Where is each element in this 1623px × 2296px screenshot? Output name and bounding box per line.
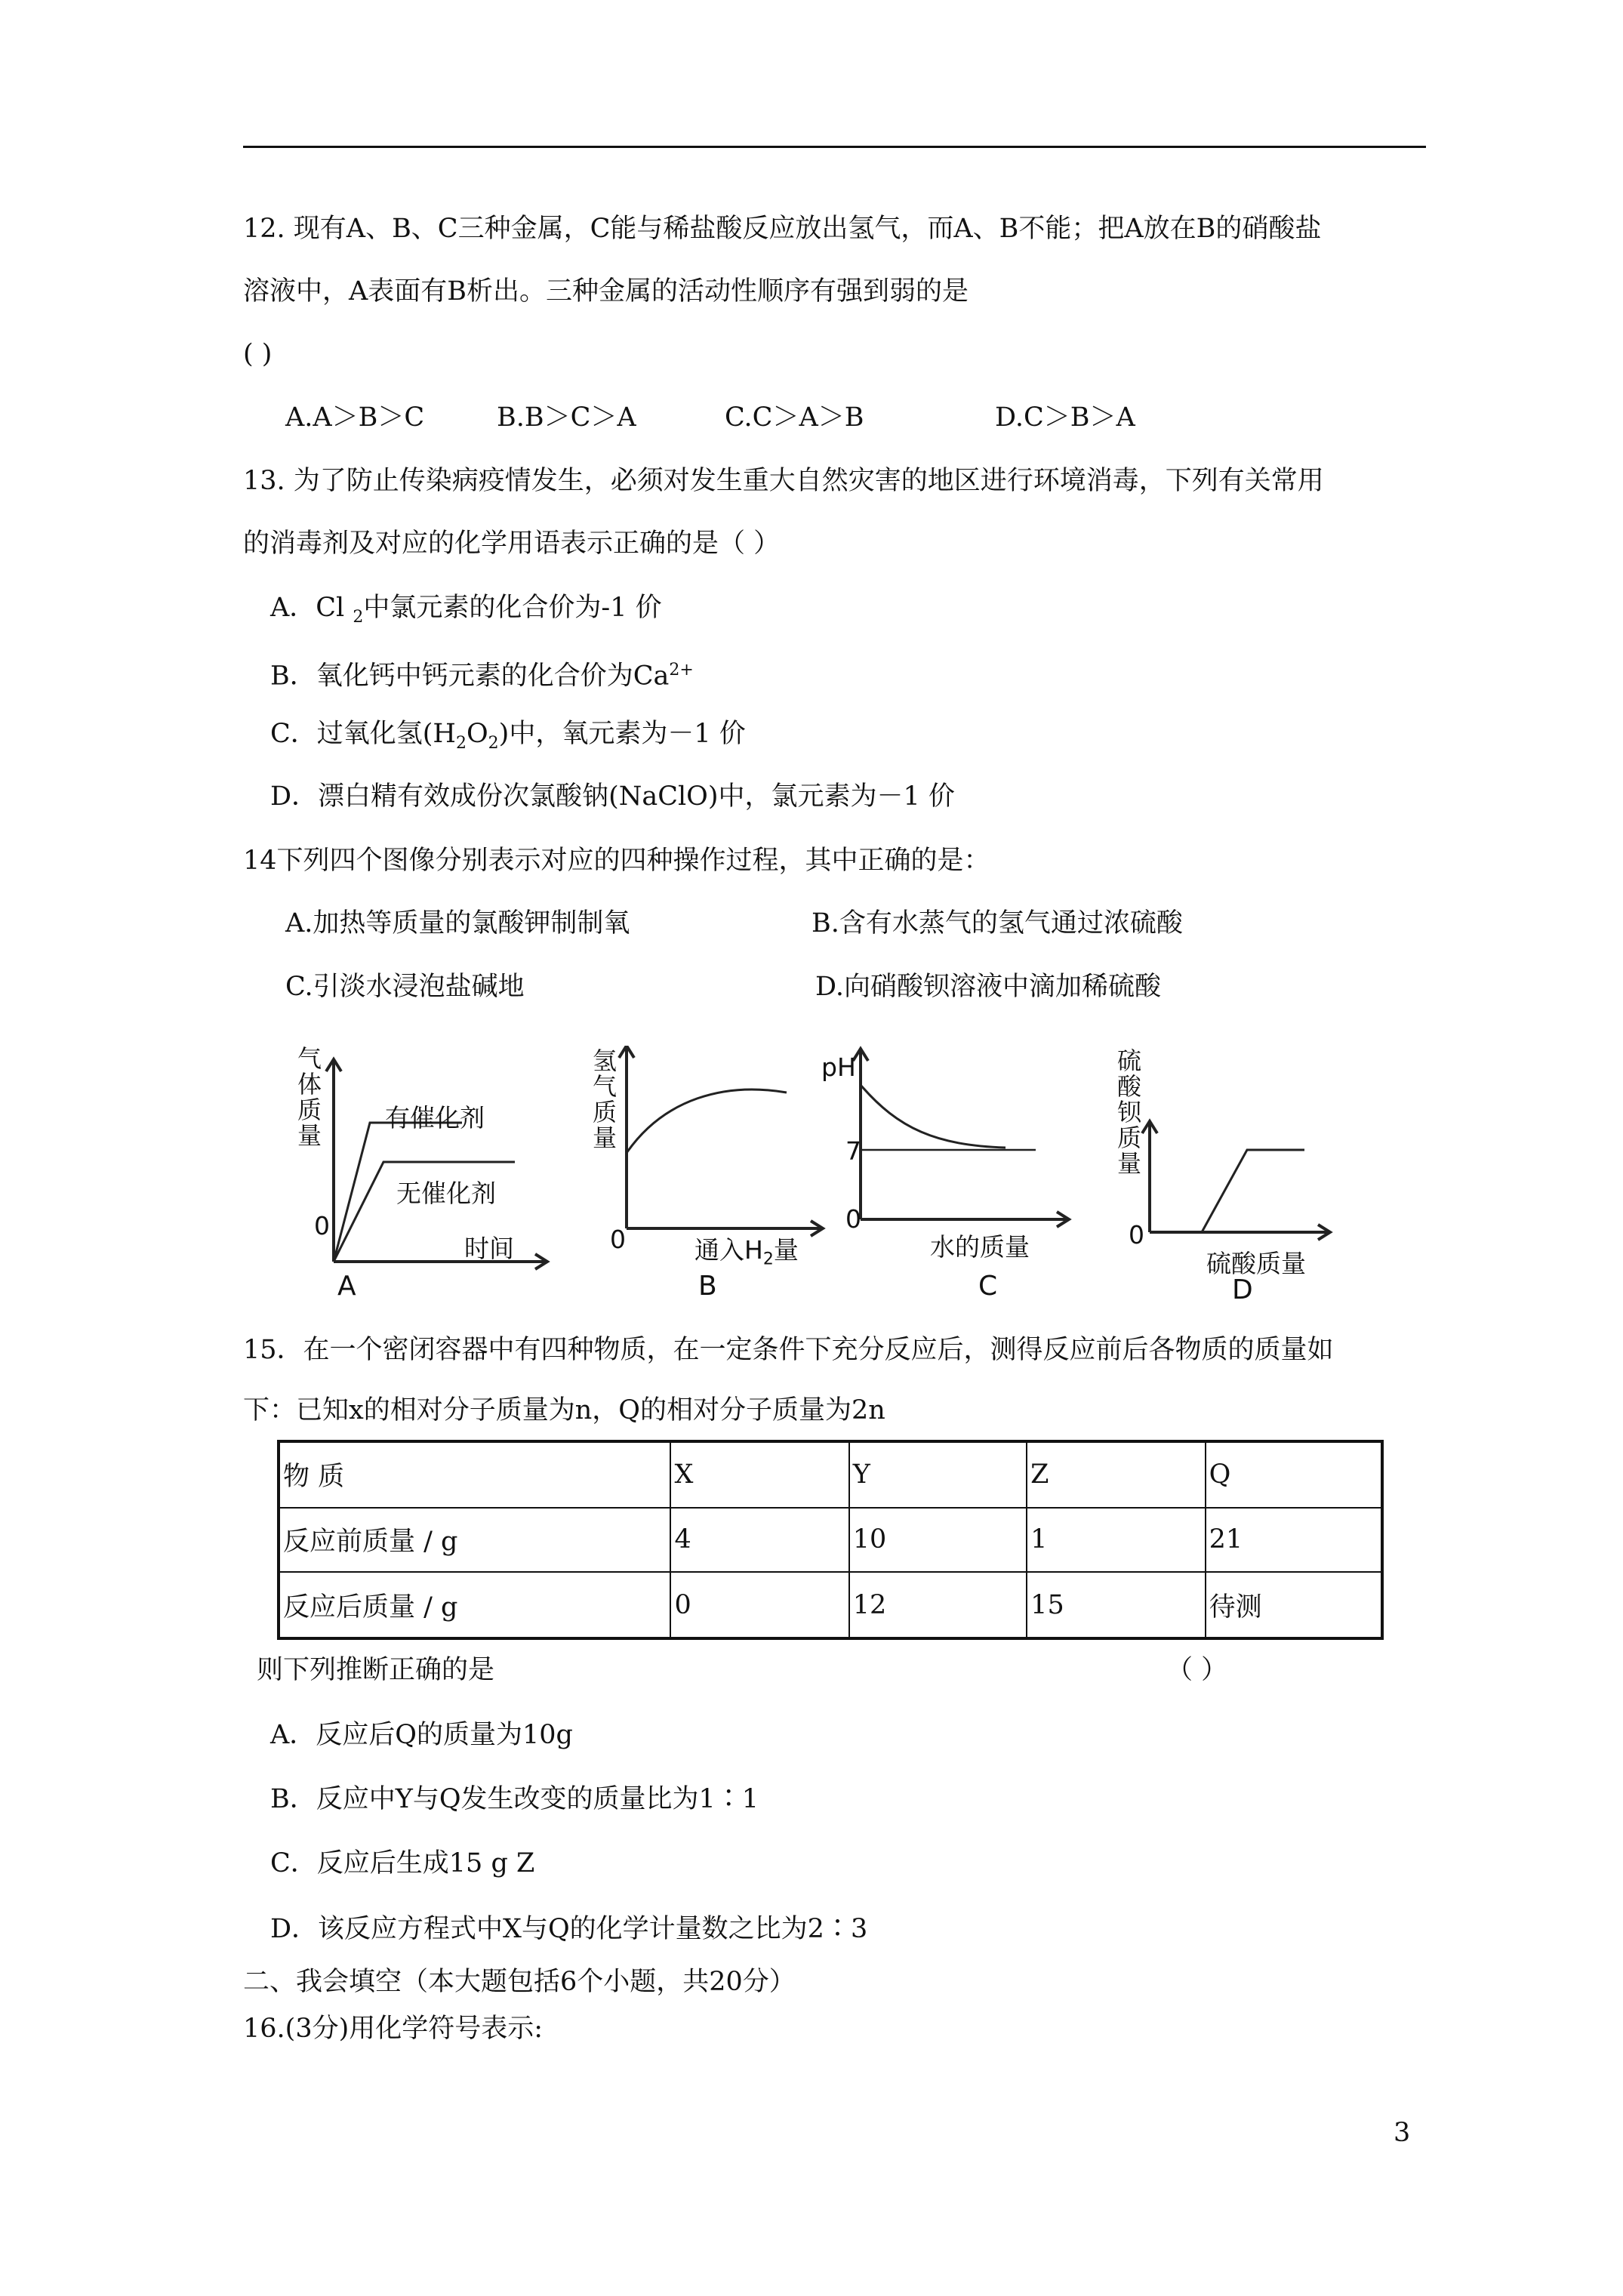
page-number: 3 xyxy=(1394,2118,1411,2148)
figure-d-line xyxy=(1202,1150,1304,1232)
figure-d-origin: 0 xyxy=(1129,1220,1144,1250)
q15-option-c: C．反应后生成15 g Z xyxy=(270,1848,535,1878)
q12-line2: 溶液中，A表面有B析出。三种金属的活动性顺序有强到弱的是 xyxy=(243,276,969,307)
figure-b-x-label: 通入$H_2$量 xyxy=(694,1235,799,1269)
figure-c-ref-value: 7 xyxy=(845,1136,861,1166)
q15-option-b: B．反应中Y与Q发生改变的质量比为1∶1 xyxy=(270,1784,759,1814)
table-cell: 4 xyxy=(670,1508,848,1573)
figure-c-x-label: 水的质量 xyxy=(930,1232,1030,1262)
q12-option-d: D.C＞B＞A xyxy=(995,402,1135,433)
figure-d-x-label: 硫酸质量 xyxy=(1206,1249,1306,1278)
q15-line1: 15．在一个密闭容器中有四种物质，在一定条件下充分反应后，测得反应前后各物质的质量如 xyxy=(243,1335,1334,1365)
table-cell: 0 xyxy=(670,1572,848,1638)
table-row xyxy=(279,1508,1382,1573)
table-header-cell: X xyxy=(670,1441,848,1508)
figure-c-caption: C xyxy=(978,1271,998,1302)
figure-a-y-label: 气体质量 xyxy=(297,1044,322,1150)
table-cell: 21 xyxy=(1206,1508,1382,1573)
table-header-cell: Q xyxy=(1206,1441,1382,1508)
table-cell: 12 xyxy=(849,1572,1027,1638)
q13-option-a: A．Cl $_2$中氯元素的化合价为-1 价 xyxy=(270,593,662,627)
q15-option-d: D．该反应方程式中X与Q的化学计量数之比为2∶3 xyxy=(270,1914,868,1944)
figure-a-line-bottom-label: 无催化剂 xyxy=(396,1179,496,1208)
q13-line2: 的消毒剂及对应的化学用语表示正确的是（ ） xyxy=(243,529,781,559)
table-cell: 反应前质量 / g xyxy=(279,1508,670,1573)
figure-c-origin: 0 xyxy=(845,1204,861,1234)
table-header-cell: 物 质 xyxy=(279,1441,670,1508)
table-header-row xyxy=(279,1441,1382,1508)
figure-a-x-label: 时间 xyxy=(464,1234,514,1263)
q15-mass-table xyxy=(277,1440,1384,1640)
table-header-cell: Z xyxy=(1027,1441,1205,1508)
q15-bracket: （ ） xyxy=(1166,1655,1228,1685)
figure-a-caption: A xyxy=(337,1271,356,1302)
figure-b-caption: B xyxy=(698,1271,717,1302)
table-header-cell: Y xyxy=(849,1441,1027,1508)
figure-b-origin: 0 xyxy=(610,1225,626,1254)
figure-b-curve xyxy=(627,1089,787,1153)
q13-line1: 13. 为了防止传染病疫情发生，必须对发生重大自然灾害的地区进行环境消毒，下列有关常用 xyxy=(243,466,1324,496)
q12-line1: 12. 现有A、B、C三种金属，C能与稀盐酸反应放出氢气，而A、B不能；把A放在B的硝酸盐 xyxy=(243,214,1322,244)
q14-option-a: A.加热等质量的氯酸钾制制氧 xyxy=(285,908,630,938)
q14-option-b: B.含有水蒸气的氢气通过浓硫酸 xyxy=(812,908,1183,938)
table-cell: 15 xyxy=(1027,1572,1205,1638)
table-cell: 反应后质量 / g xyxy=(279,1572,670,1638)
figure-c-graph xyxy=(830,1046,1079,1333)
q12-option-c: C.C＞A＞B xyxy=(725,402,864,433)
section-heading: 二、我会填空（本大题包括6个小题，共20分） xyxy=(243,1967,796,1997)
q13-option-c: C．过氧化氢$(H_2O_2)$中，氧元素为－1 价 xyxy=(270,719,746,753)
q12-option-b: B.B＞C＞A xyxy=(497,402,636,433)
figure-a-origin: 0 xyxy=(314,1211,330,1240)
figure-c-curve xyxy=(861,1085,1006,1148)
figure-d-y-label: 硫酸钡质量 xyxy=(1116,1046,1141,1178)
q13-option-b: B．氧化钙中钙元素的化合价为$Ca^{2+}$ xyxy=(270,661,694,692)
q12-bracket: ( ) xyxy=(243,339,273,369)
q12-option-a: A.A＞B＞C xyxy=(285,402,425,433)
q15-line2: 下：已知x的相对分子质量为n，Q的相对分子质量为2n xyxy=(243,1395,885,1425)
table-cell: 1 xyxy=(1027,1508,1205,1573)
q14-stem: 14下列四个图像分别表示对应的四种操作过程，其中正确的是： xyxy=(243,846,990,876)
table-cell: 待测 xyxy=(1206,1572,1382,1638)
figure-c-y-label: pH xyxy=(821,1052,856,1082)
figure-d-caption: D xyxy=(1232,1274,1253,1305)
q14-option-d: D.向硝酸钡溶液中滴加稀硫酸 xyxy=(815,972,1161,1002)
figure-a-line-top-label: 有催化剂 xyxy=(385,1103,485,1133)
q14-option-c: C.引淡水浸泡盐碱地 xyxy=(285,972,525,1002)
q13-option-d: D．漂白精有效成份次氯酸钠(NaClO)中，氯元素为－1 价 xyxy=(270,781,955,812)
q15-option-a: A．反应后Q的质量为10g xyxy=(270,1720,573,1750)
figure-d-graph xyxy=(1117,1046,1344,1333)
q15-stem: 则下列推断正确的是 xyxy=(257,1655,495,1685)
figure-b-y-label: 氢气质量 xyxy=(592,1046,617,1152)
table-cell: 10 xyxy=(849,1508,1027,1573)
header-rule xyxy=(243,146,1426,148)
table-row xyxy=(279,1572,1382,1638)
q16-line: 16.(3分)用化学符号表示: xyxy=(243,2014,544,2044)
